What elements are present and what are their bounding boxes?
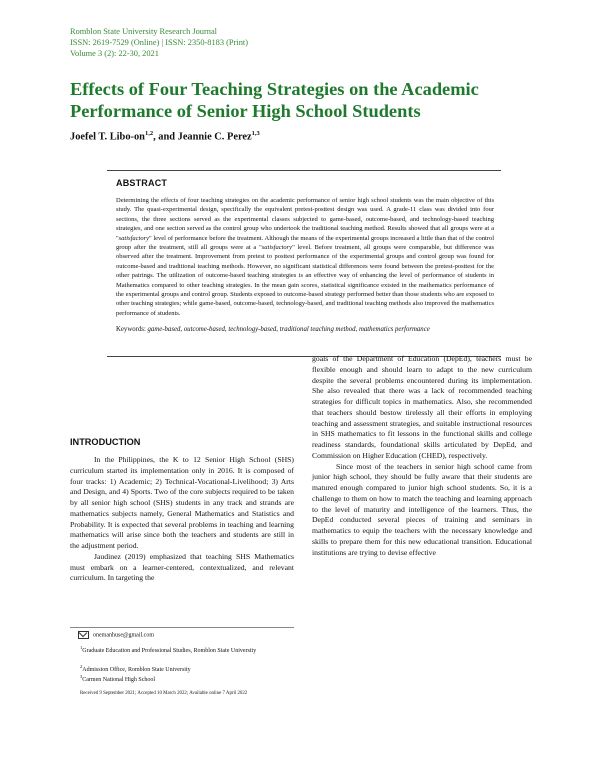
abstract-text-part: " level of performance before the treatment. Although the means of the experimental groups increased a little than that of the control group after the treatment, still all groups were at a ": [116, 234, 494, 252]
paragraph: Jaudinez (2019) emphasized that teaching SHS Mathematics must embark on a learner-centered, contextualized, and relevant curriculum. In targeting the: [70, 551, 294, 583]
footnote-marker: 3: [80, 674, 83, 679]
keywords-label: Keywords:: [116, 326, 148, 333]
paper-title: Effects of Four Teaching Strategies on the Academic Performance of Senior High School Students: [70, 79, 479, 121]
footnote-divider: [70, 627, 294, 628]
author-separator: , and: [153, 131, 178, 143]
author-affiliation: 1,3: [251, 130, 260, 137]
footnote: [80, 644, 290, 655]
abstract-emphasis: satisfactory: [118, 234, 149, 242]
author-name: Jeannie C. Perez: [177, 131, 252, 143]
paragraph: goals of the Department of Education (DepEd), teachers must be flexible enough and should learn to adapt to the new curriculum despite the several problems encountered during its implementation. She also revealed that there was a lack of recommended teaching strategies for difficult topics in mathematics. Also, she recommended that teachers should bestow tirelessly all their efforts in employing teaching and assessment strategies, and suitable instructional resources in SHS mathematics to fit lessons in the functional skills and college readiness standards, foundational skills articulated by DepEd, and Commission on Higher Education (CHED), respectively.: [312, 354, 532, 460]
keywords: [116, 325, 494, 334]
keywords-list: game-based, outcome-based, technology-based, traditional teaching method, mathematics performance: [147, 326, 430, 333]
abstract-text: [116, 196, 494, 318]
envelope-icon: [78, 631, 89, 639]
section-heading-introduction: INTRODUCTION: [70, 437, 141, 447]
abstract-text-part: " level. Before treatment, all groups were comparable, but difference was observed after the treatment. Improvement from pretest to posttest performance of the experimental groups and control group was found for outcome-based and traditional teaching methods. However, no significant statistical differences were found between the pretest-posttest for the other pairings. The utilization of outcome-based teaching strategies is an effective way of enhancing the level of performance of students in Mathematics compared to other teaching strategies. In the mean gain scores, statistical significance existed in the mathematics performance of the experimental groups and control group. Students exposed to outcome-based strategy performed better than those students who are exposed to other teaching strategies; while game-based, outcome-based, technology-based, and traditional teaching methods also improved the mathematics performance of students.: [116, 244, 494, 317]
abstract-text-part: Determining the effects of four teaching strategies on the academic performance of senior high school students was the main objective of this study. The quasi-experimental design, specifically the equivalent pretest-posttest design was used. A grade-11 class was divided into four sections, the three sections served as the experimental classes subjected to game-based, outcome-based, and technology-based teaching strategies, and one section served as the control group who undertook the traditional teaching method. Results showed that all groups were at a ": [116, 197, 494, 242]
footnote-marker: 2: [80, 664, 83, 669]
journal-header: [70, 26, 248, 59]
author-affiliation: 1,2: [144, 130, 154, 137]
author-line: [70, 130, 260, 142]
text-column-right: [312, 354, 532, 558]
footnote-text: Carmen National High School: [82, 677, 156, 683]
email-address[interactable]: onemanhuse@gmail.com: [93, 632, 155, 639]
journal-name: Romblon State University Research Journal: [70, 27, 218, 36]
received-dates: Received 9 September 2021; Accepted 10 March 2022; Available online 7 April 2022: [80, 691, 248, 696]
paragraph: Since most of the teachers in senior high school came from junior high school, they should be fully aware that their students are matured enough compared to junior high school students. So, it is a challenge to them on how to match the teaching and learning approach to the level of maturity and intelligence of the learners. Thus, the DepEd conducted several pieces of training and seminars in mathematics to equip the teachers with the necessary knowledge and skills to prepare them for this new educational transition. Educational institutions are trying to devise effective: [312, 461, 532, 557]
author-name: Joefel T. Libo-on: [70, 131, 145, 143]
paragraph: In the Philippines, the K to 12 Senior High School (SHS) curriculum started its implementation only in 2016. It is composed of four tracks: 1) Academic; 2) Technical-Vocational-Livelihood; 3) Arts and Design, and 4) Sports. Two of the core subjects required to be taken by all senior high school (SHS) students in any track and strands are mathematics subjects namely, General Mathematics and Statistics and Probability. It is expected that several problems in teaching and learning mathematics will arise since both the teachers and students are still in the adjustment period.: [70, 455, 294, 550]
footnote: [80, 673, 290, 684]
journal-volume: Volume 3 (2): 22-30, 2021: [70, 49, 159, 58]
text-column-left: [70, 455, 294, 584]
journal-issn: ISSN: 2619-7529 (Online) | ISSN: 2350-8183 (Print): [70, 38, 249, 47]
abstract-emphasis: satisfactory: [261, 244, 293, 252]
footnote-marker: 1: [80, 645, 83, 650]
corresponding-email: [78, 631, 154, 639]
abstract-heading: ABSTRACT: [116, 178, 168, 188]
footnote-text: Admission Office, Romblon State University: [82, 667, 191, 673]
footnote-text: Graduate Education and Professional Studies, Romblon State University: [82, 648, 257, 654]
